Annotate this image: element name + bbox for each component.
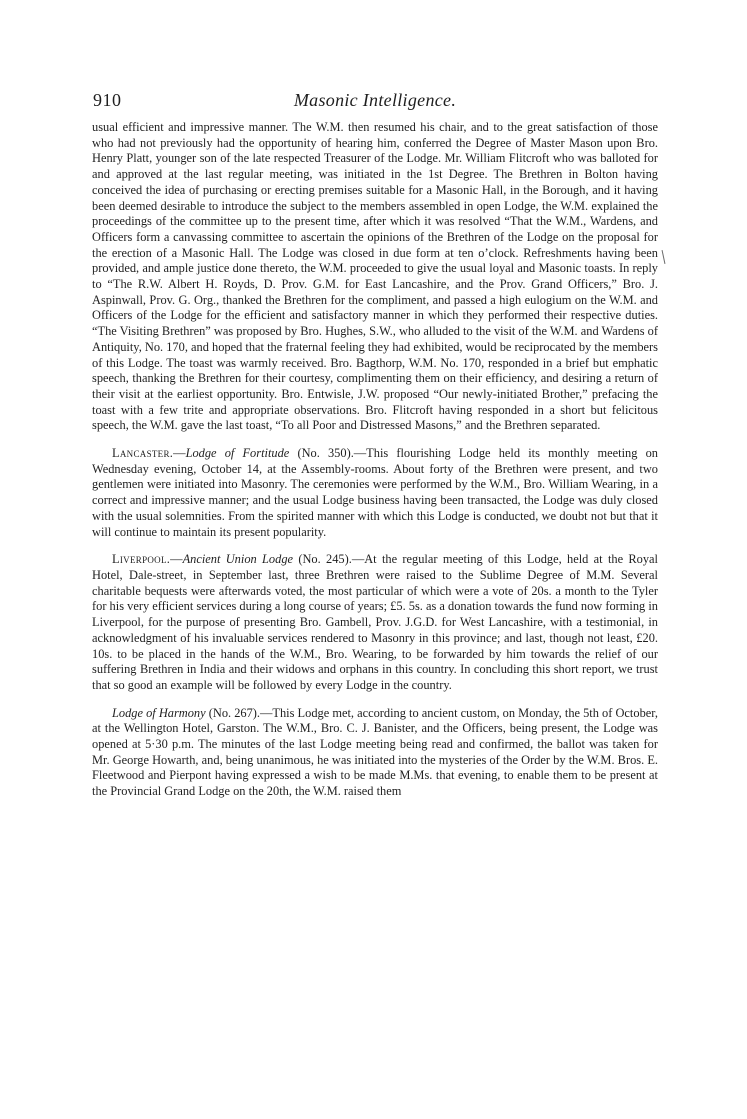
paragraph-liverpool: Liverpool.—Ancient Union Lodge (No. 245).—At the regular meeting of this Lodge, held at the Royal Hotel, Dale-street, in September last, three Brethren were raised to the Sublime Degree of M.M. Several charitable bequests were afterwards voted, the most particular of which were a vote of 20s. a month to the Tyler for his very efficient services during a long course of years; £5. 5s. as a donation towards the fund now forming in Liverpool, for the purpose of presenting Bro. Gambell, Prov. J.G.D. for West Lancashire, with a testimonial, in acknowledgment of his invaluable services rendered to Masonry in this province; and last, though not least, £20. 10s. to be placed in the hands of the W.M., Bro. Wearing, to be forwarded by him towards the relief of our suffering Brethren in India and their widows and orphans in this country. In concluding this short report, we trust that so good an example will be followed by every Lodge in the country. [92, 552, 658, 692]
article-body [92, 120, 658, 800]
paragraph-text: usual efficient and impressive manner. The W.M. then resumed his chair, and to the great satisfaction of those who had not previously had the opportunity of hearing him, conferred the Degree of Master Mason upon Bro. Henry Platt, younger son of the late respected Treasurer of the Lodge. Mr. William Flitcroft who was balloted for and approved at the last regular meeting, was initiated in the 1st Degree. The Brethren in Bolton having conceived the idea of purchasing or erecting premises suitable for a Masonic Hall, in the Borough, and it having been deemed desirable to introduce the subject to the members assembled in open Lodge, the W.M. explained the proceedings of the committee up to the present time, after which it was resolved “That the W.M., Wardens, and Officers form a canvassing committee to ascertain the opinions of the Brethren of the Lodge on the proposal for the erection of a Masonic Hall. The Lodge was closed in due form at ten o’clock. Refreshments having been provided, and ample justice done thereto, the W.M. proceeded to give the usual loyal and Masonic toasts. In reply to “The R.W. Albert H. Royds, D. Prov. G.M. for East Lancashire, and the Prov. Grand Officers,” Bro. J. Aspinwall, Prov. G. Org., thanked the Brethren for the compliment, and passed a high eulogium on the W.M. and Officers of the Lodge for the efficient and satisfactory manner in which they performed their respective duties. “The Visiting Brethren” was proposed by Bro. Hughes, S.W., who alluded to the visit of the W.M. and Wardens of Antiquity, No. 170, and hoped that the fraternal feeling they had exhibited, would be reciprocated by the members of this Lodge. The toast was warmly received. Bro. Bagthorp, W.M. No. 170, responded in a brief but emphatic speech, thanking the Brethren for their courtesy, complimenting them on their efficiency, and desiring a return of their visit at the earliest opportunity. Bro. Entwisle, J.W. proposed “Our newly-initiated Brother,” prefacing the toast with a few trite and appropriate observations. Bro. Flitcroft having responded in a short but felicitous speech, the W.M. gave the last toast, “To all Poor and Distressed Masons,” and the Brethren separated. [92, 120, 658, 433]
book-page [92, 90, 658, 800]
paragraph-bolton-continuation [92, 120, 658, 434]
lodge-name: Ancient Union Lodge [182, 552, 294, 567]
running-title: Masonic Intelligence. [293, 90, 457, 110]
paragraph-text: (No. 350).—This flourishing Lodge held its monthly meeting on Wednesday evening, October 14, at the Assembly-rooms. About forty of the Brethren were present, and two gentlemen were initiated into Masonry. The ceremonies were performed by the W.M., Bro. William Wearing, in a correct and impressive manner; and the usual Lodge business having been transacted, the Lodge was duly closed with the usual solemnities. From the spirited manner with which this Lodge is conducted, we doubt not but that it will continue to maintain its present popularity. [92, 446, 658, 539]
page-number: 910 [93, 90, 122, 110]
paragraph-text: (No. 267).—This Lodge met, according to ancient custom, on Monday, the 5th of October, at the Wellington Hotel, Garston. The W.M., Bro. C. J. Banister, and the Officers, being present, the Lodge was opened at 5·30 p.m. The minutes of the last Lodge meeting being read and confirmed, the ballot was taken for Mr. George Howarth, and, being unanimous, he was initiated into the mysteries of the Order by the W.M. Bros. E. Fleetwood and Pierpont having expressed a wish to be made M.Ms. that evening, to enable them to be present at the Provincial Grand Lodge on the 20th, the W.M. raised them [92, 705, 658, 799]
paragraph-harmony [92, 706, 658, 800]
margin-mark [662, 250, 666, 264]
running-head [92, 90, 658, 120]
lodge-name: Lodge of Fortitude [185, 446, 290, 461]
lodge-name: Lodge of Harmony [112, 705, 206, 720]
place-name: Lancaster. [112, 446, 174, 461]
place-name: Liverpool. [112, 552, 171, 567]
paragraph-lancaster: Lancaster.—Lodge of Fortitude (No. 350).—This flourishing Lodge held its monthly meeting on Wednesday evening, October 14, at the Assembly-rooms. About forty of the Brethren were present, and two gentlemen were initiated into Masonry. The ceremonies were performed by the W.M., Bro. William Wearing, in a correct and impressive manner; and the usual Lodge business having been transacted, the Lodge was duly closed with the usual solemnities. From the spirited manner with which this Lodge is conducted, we doubt not but that it will continue to maintain its present popularity. [92, 446, 658, 539]
paragraph-text: (No. 245).—At the regular meeting of this Lodge, held at the Royal Hotel, Dale-street, in September last, three Brethren were raised to the Sublime Degree of M.M. Several charitable bequests were afterwards voted, the most particular of which were a vote of 20s. a month to the Tyler for his very efficient services during a long course of years; £5. 5s. as a donation towards the fund now forming in Liverpool, for the purpose of presenting Bro. Gambell, Prov. J.G.D. for West Lancashire, with a testimonial, in acknowledgment of his invaluable services rendered to Masonry in this province; and last, though not least, £20. 10s. to be placed in the hands of the W.M., Bro. Wearing, to be forwarded by him towards the relief of our suffering Brethren in India and their widows and orphans in this country. In concluding this short report, we trust that so good an example will be followed by every Lodge in the country. [92, 552, 658, 692]
